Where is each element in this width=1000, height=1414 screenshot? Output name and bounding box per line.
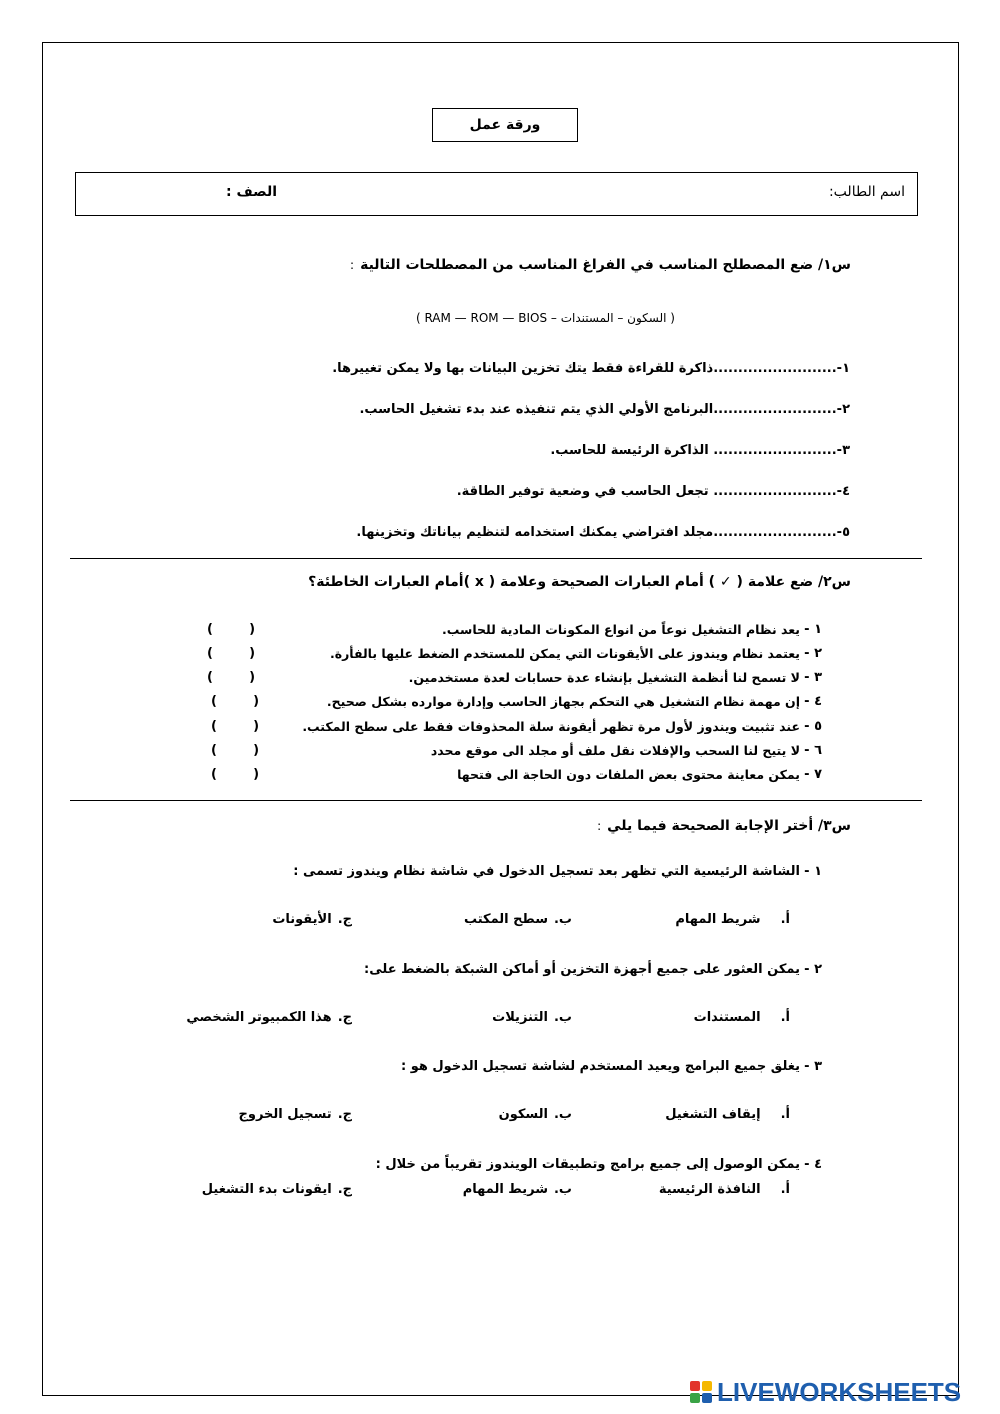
section-divider-1 — [70, 558, 922, 559]
q2-item-number: ٥ - — [804, 719, 822, 734]
q1-item-2: ٢-.........................البرنامج الأولي الذي يتم تنفيذه عند بدء تشغيل الحاسب. — [359, 402, 850, 417]
q3-option-a — [665, 1106, 790, 1124]
option-text: التنزيلات — [492, 1010, 548, 1025]
option-letter: ج. — [337, 1107, 352, 1122]
q3-question-number: ١ - — [804, 864, 822, 879]
option-letter: ب. — [553, 912, 572, 927]
q1-item-3: ٣-......................... الذاكرة الرئيسة للحاسب. — [550, 443, 850, 458]
q2-item-number: ٢ - — [804, 646, 822, 661]
q2-item-number: ٧ - — [804, 767, 822, 782]
q1-terms-list: ( السكون – المستندات – RAM — ROM — BIOS ) — [415, 311, 675, 325]
liveworksheets-brand-text: LIVEWORKSHEETS — [717, 1376, 962, 1407]
student-info-box — [75, 172, 918, 216]
q1-heading — [350, 255, 851, 275]
q2-item-number: ٤ - — [804, 694, 822, 709]
q3-option-c — [202, 1181, 352, 1199]
option-letter: ج. — [337, 1182, 352, 1197]
q3-heading — [597, 816, 851, 836]
student-name-label: اسم الطالب: — [828, 184, 905, 200]
option-letter: أ. — [780, 1010, 790, 1025]
q3-option-a — [675, 911, 790, 929]
q3-question-text: يمكن الوصول إلى جميع برامج وتطبيقات الويندوز تقريباً من خلال : — [375, 1157, 800, 1172]
q3-question-text: الشاشة الرئيسية التي تظهر بعد تسجيل الدخول في شاشة نظام ويندوز تسمى : — [293, 864, 800, 879]
q1-item-5: ٥-.........................مجلد افتراضي يمكنك استخدامه لتنظيم بياناتك وتخزينها. — [356, 525, 850, 540]
option-letter: ب. — [553, 1010, 572, 1025]
q2-answer-parentheses: ( ) — [207, 622, 256, 637]
class-label: الصف : — [226, 184, 277, 200]
q3-option-c — [272, 911, 352, 929]
q2-item-text: يعتمد نظام ويندوز على الأيقونات التي يمكن للمستخدم الضغط عليها بالفأرة. — [329, 646, 800, 661]
q2-heading: س٢/ ضع علامة ( ✓ ) أمام العبارات الصحيحة وعلامة ( x )أمام العبارات الخاطئة؟ — [308, 574, 851, 590]
q2-item-text: يعد نظام التشغيل نوعاً من انواع المكونات المادية للحاسب. — [442, 622, 800, 637]
q2-item-number: ٦ - — [804, 743, 822, 758]
option-letter: ب. — [553, 1182, 572, 1197]
q1-heading-text: س١/ ضع المصطلح المناسب في الفراغ المناسب من المصطلحات التالية — [360, 257, 851, 273]
option-text: سطح المكتب — [463, 912, 548, 927]
option-letter: ج. — [337, 1010, 352, 1025]
option-letter: أ. — [780, 1182, 790, 1197]
q3-option-b — [499, 1106, 572, 1124]
option-letter: أ. — [780, 912, 790, 927]
q3-option-c — [239, 1106, 352, 1124]
liveworksheets-logo-icon — [690, 1381, 712, 1403]
q3-question-text: يغلق جميع البرامج ويعيد المستخدم لشاشة تسجيل الدخول هو : — [400, 1059, 800, 1074]
q2-item-text: إن مهمة نظام التشغيل هي التحكم بجهاز الحاسب وإدارة موارده بشكل صحيح. — [326, 694, 800, 709]
option-text: الأيقونات — [272, 912, 332, 927]
q3-option-a — [659, 1181, 790, 1199]
q2-item-text: يمكن معاينة محتوى بعض الملفات دون الحاجة الى فتحها — [457, 767, 800, 782]
option-text: النافذة الرئيسية — [658, 1182, 761, 1197]
option-text: شريط المهام — [675, 912, 761, 927]
q3-option-b — [463, 1181, 572, 1199]
option-text: تسجيل الخروج — [238, 1107, 332, 1122]
option-letter: ج. — [337, 912, 352, 927]
option-text: المستندات — [693, 1010, 761, 1025]
q2-answer-parentheses: ( ) — [211, 743, 260, 758]
q2-answer-parentheses: ( ) — [211, 719, 260, 734]
option-text: ايقونات بدء التشغيل — [201, 1182, 332, 1197]
q2-answer-parentheses: ( ) — [211, 694, 260, 709]
q3-option-b — [464, 911, 572, 929]
q3-option-c — [186, 1009, 352, 1027]
q3-heading-text: س٣/ أختر الإجابة الصحيحة فيما يلي — [607, 818, 851, 834]
q2-item-text: عند تثبيت ويندوز لأول مرة تظهر أيقونة سلة المحذوفات فقط على سطح المكتب. — [302, 719, 800, 734]
worksheet-title-text: ورقة عمل — [469, 117, 541, 133]
q2-item-number: ١ - — [804, 622, 822, 637]
option-letter: أ. — [780, 1107, 790, 1122]
q2-answer-parentheses: ( ) — [207, 670, 256, 685]
q3-question-number: ٣ - — [804, 1059, 822, 1074]
option-text: شريط المهام — [462, 1182, 548, 1197]
q3-option-b — [492, 1009, 572, 1027]
q3-question-number: ٢ - — [804, 962, 822, 977]
section-divider-2 — [70, 800, 922, 801]
q3-question-text: يمكن العثور على جميع أجهزة التخزين أو أماكن الشبكة بالضغط على: — [364, 962, 800, 977]
option-text: هذا الكمبيوتر الشخصي — [186, 1010, 332, 1025]
q1-heading-suffix: : — [350, 258, 355, 272]
q2-item-text: لا تسمح لنا أنظمة التشغيل بإنشاء عدة حسابات لعدة مستخدمين. — [408, 670, 800, 685]
q1-item-1: ١-.........................ذاكرة للقراءة فقط يتك تخزين البيانات بها ولا يمكن تغييرها. — [332, 361, 850, 376]
q2-item-text: لا يتيح لنا السحب والإفلات نقل ملف أو مجلد الى موقع محدد — [430, 743, 800, 758]
q1-item-4: ٤-......................... تجعل الحاسب في وضعية توفير الطاقة. — [456, 484, 850, 499]
q3-question-number: ٤ - — [804, 1157, 822, 1172]
option-text: السكون — [498, 1107, 548, 1122]
worksheet-title — [432, 108, 578, 142]
option-text: إيقاف التشغيل — [665, 1107, 761, 1122]
q2-answer-parentheses: ( ) — [207, 646, 256, 661]
liveworksheets-logo[interactable] — [690, 1377, 961, 1407]
option-letter: ب. — [553, 1107, 572, 1122]
q2-item-number: ٣ - — [804, 670, 822, 685]
q3-option-a — [694, 1009, 790, 1027]
q3-heading-suffix: : — [597, 819, 602, 833]
q2-answer-parentheses: ( ) — [211, 767, 260, 782]
